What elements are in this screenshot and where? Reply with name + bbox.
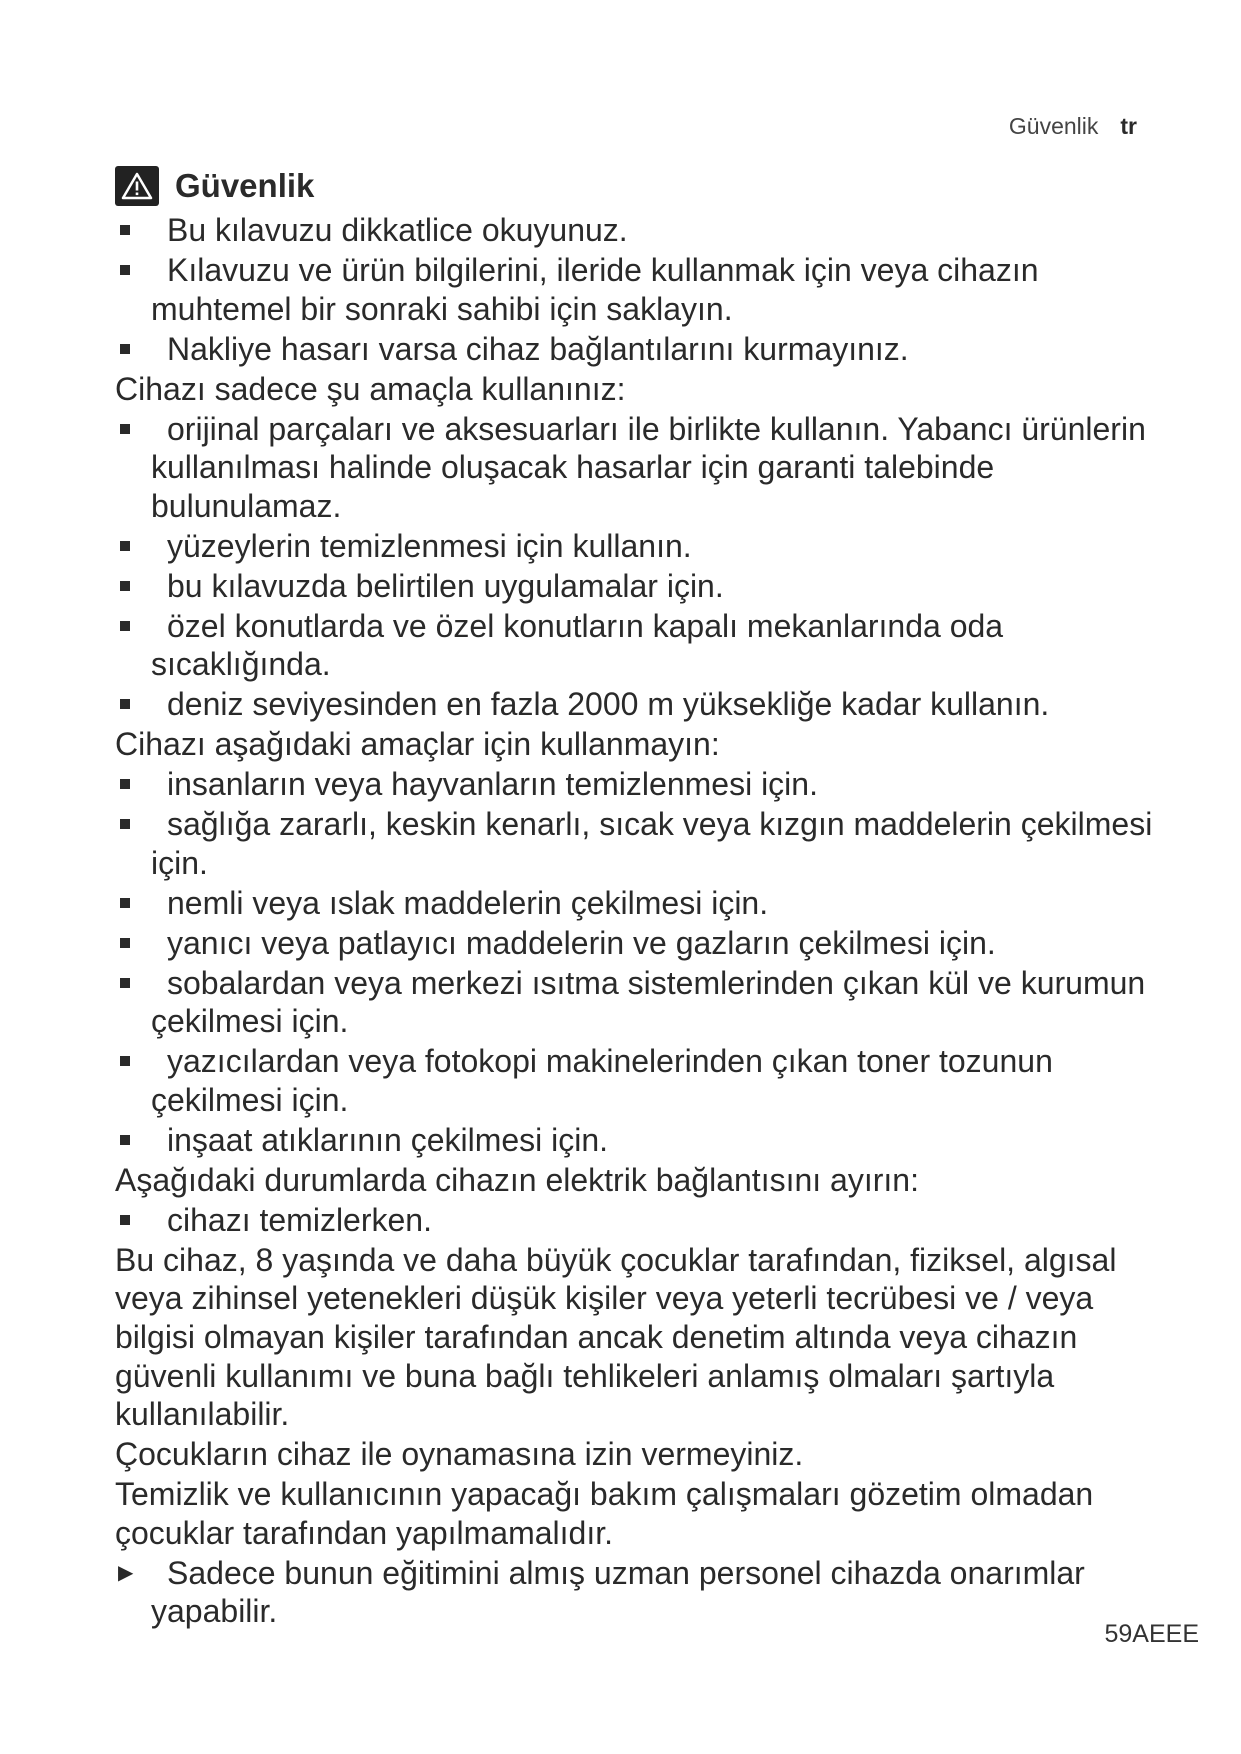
list-item bbox=[115, 685, 1175, 724]
list-item-text: yanıcı veya patlayıcı maddelerin ve gazların çekilmesi için. bbox=[167, 924, 996, 961]
disconnect-list bbox=[115, 1201, 1175, 1240]
header-language: tr bbox=[1120, 113, 1137, 139]
list-item bbox=[115, 211, 1175, 250]
list-item-text: yüzeylerin temizlenmesi için kullanın. bbox=[167, 527, 692, 564]
list-item bbox=[115, 527, 1175, 566]
header-section: Güvenlik bbox=[1008, 113, 1099, 139]
section-title-text: Güvenlik bbox=[175, 167, 315, 204]
list-item-text: cihazı temizlerken. bbox=[167, 1201, 432, 1238]
play-paragraph: Çocukların cihaz ile oynamasına izin vermeyiniz. bbox=[115, 1436, 804, 1473]
disconnect-intro: Aşağıdaki durumlarda cihazın elektrik bağlantısını ayırın: bbox=[115, 1161, 919, 1198]
list-item bbox=[115, 330, 1175, 369]
list-item-text: Kılavuzu ve ürün bilgilerini, ileride kullanmak için veya cihazın muhtemel bir sonraki sahibi için saklayın. bbox=[151, 251, 1039, 327]
list-item bbox=[115, 607, 1175, 684]
list-item-text: yazıcılardan veya fotokopi makinelerinden çıkan toner tozunun çekilmesi için. bbox=[151, 1043, 1053, 1118]
running-header bbox=[1009, 113, 1137, 140]
list-item bbox=[115, 1201, 1175, 1240]
section-title bbox=[115, 165, 1175, 207]
children-paragraph: Bu cihaz, 8 yaşında ve daha büyük çocuklar tarafından, fiziksel, algısal veya zihinsel yetenekleri düşük kişiler veya yeterli tecrübesi ve / veya bilgisi olmayan kişiler tarafından ancak denetim altında veya cihazın güvenli kullanımı ve buna bağlı tehlikeleri anlamış olmaları şartıyla kullanılabilir. bbox=[115, 1241, 1117, 1433]
list-item-text: Nakliye hasarı varsa cihaz bağlantılarını kurmayınız. bbox=[167, 330, 909, 367]
list-item-text: sağlığa zararlı, keskin kenarlı, sıcak veya kızgın maddelerin çekilmesi için. bbox=[151, 806, 1153, 881]
general-safety-list bbox=[115, 211, 1175, 368]
list-item-text: bu kılavuzda belirtilen uygulamalar için. bbox=[167, 567, 724, 604]
list-item bbox=[115, 964, 1175, 1041]
prohibited-use-intro: Cihazı aşağıdaki amaçlar için kullanmayın: bbox=[115, 726, 720, 763]
prohibited-use-list bbox=[115, 765, 1175, 1159]
page-content bbox=[115, 165, 1175, 1631]
list-item bbox=[115, 765, 1175, 804]
warning-icon bbox=[115, 166, 159, 206]
list-item bbox=[115, 805, 1175, 882]
list-item bbox=[115, 567, 1175, 606]
list-item bbox=[115, 884, 1175, 923]
list-item bbox=[115, 251, 1175, 328]
intended-use-list bbox=[115, 410, 1175, 724]
list-item-text: inşaat atıklarının çekilmesi için. bbox=[167, 1121, 609, 1158]
page-number: 59AEEE bbox=[1104, 1620, 1199, 1648]
action-text: Sadece bunun eğitimini almış uzman personel cihazda onarımlar yapabilir. bbox=[151, 1554, 1085, 1630]
list-item-text: sobalardan veya merkezi ısıtma sistemlerinden çıkan kül ve kurumun çekilmesi için. bbox=[151, 964, 1146, 1040]
list-item-text: insanların veya hayvanların temizlenmesi için. bbox=[167, 766, 818, 803]
list-item bbox=[115, 924, 1175, 963]
list-item-text: Bu kılavuzu dikkatlice okuyunuz. bbox=[167, 212, 628, 248]
list-item bbox=[115, 1121, 1175, 1160]
list-item-text: özel konutlarda ve özel konutların kapalı mekanlarında oda sıcaklığında. bbox=[151, 607, 1004, 683]
list-item bbox=[115, 1042, 1175, 1119]
intended-use-intro: Cihazı sadece şu amaçla kullanınız: bbox=[115, 370, 626, 407]
arrow-right-icon: ▶ bbox=[118, 1561, 134, 1584]
list-item bbox=[115, 410, 1175, 526]
list-item-text: deniz seviyesinden en fazla 2000 m yüksekliğe kadar kullanın. bbox=[167, 686, 1050, 723]
list-item-text: nemli veya ıslak maddelerin çekilmesi için. bbox=[167, 884, 769, 921]
action-item bbox=[115, 1554, 1175, 1631]
list-item-text: orijinal parçaları ve aksesuarları ile birlikte kullanın. Yabancı ürünlerin kullanılması halinde oluşacak hasarlar için garanti talebinde bulunulamaz. bbox=[151, 410, 1146, 524]
cleaning-paragraph: Temizlik ve kullanıcının yapacağı bakım çalışmaları gözetim olmadan çocuklar tarafından yapılmamalıdır. bbox=[115, 1476, 1094, 1551]
